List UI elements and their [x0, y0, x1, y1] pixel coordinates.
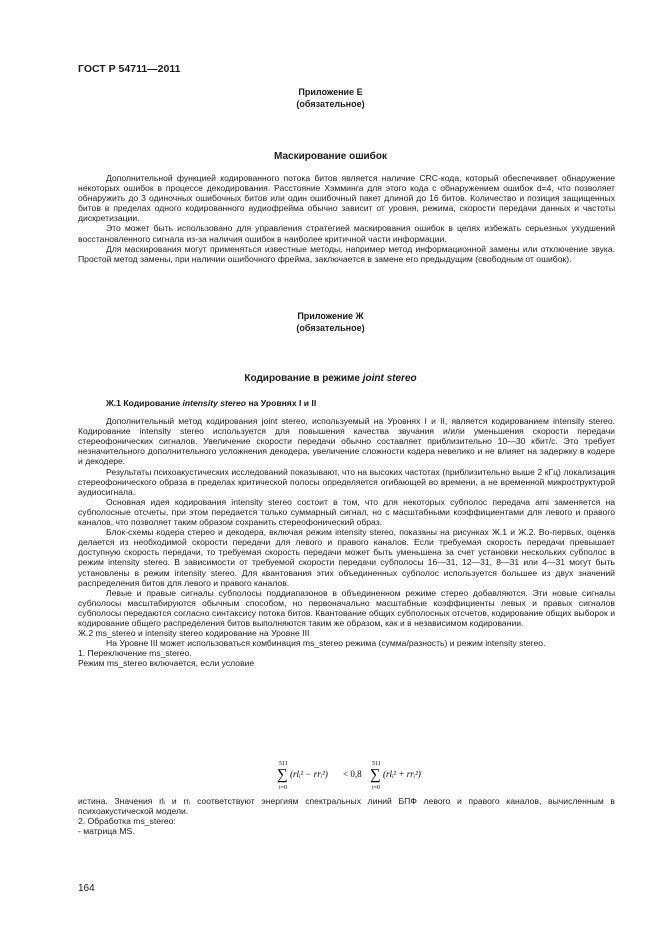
sub1-italic: intensity stereo [182, 398, 247, 408]
sub1-prefix: Ж.1 Кодирование [106, 398, 183, 408]
annex-zh-title: Приложение Ж [297, 311, 364, 321]
annex-e-title: Приложение Е [298, 87, 363, 97]
sub1-suffix: на Уровнях I и II [246, 398, 317, 408]
paragraph: Левые и правые сигналы субполосы поддиапазонов в объединенном режиме стерео добавляются. Эти новые сигналы субполосы масштабируются обычным способом, но первоначально масштабные коэффициенты левых и правых сигналов субполосы передаются согласно синтаксису потока битов. Квантование общих субполосных отсчетов, кодирование общих выборок и кодирование общего распределения битов выполняются таким же образом, как и в независимом кодировании. [78, 587, 615, 628]
sum-lower-limit: i=0 [372, 785, 381, 791]
paragraph: Результаты психоакустических исследований показывают, что на высоких частотах (приблизительно выше 2 кГц) локализация стереофонического образа в пределах критической полосы определяется огибающей во времени, а не временной микроструктурой аудиосигнала. [78, 466, 615, 497]
paragraph: Дополнительный метод кодирования joint stereo, используемый на Уровнях I и II, является кодированием intensity stereo. Кодирование intensity stereo используется для повышения качества звучания и/или уменьшения скорости передачи стереофонических сигналов. Увеличение скорости передачи обычно составляет приблизительно 10—30 кбит/с. Это требует незначительного дополнительного усложнения декодера, увеличение сложности кодера невелико и не влияет на задержку в кодере и декодере. [78, 416, 615, 467]
annex-e-status: (обязательное) [296, 99, 365, 109]
paragraph: истина. Значения rlᵢ и rrᵢ соответствуют энергиям спектральных линий БПФ левого и правого каналов, вычисленным в психоакустической модели. [78, 796, 615, 817]
sum-upper-limit: 511 [372, 761, 381, 767]
formula-lhs: (rlᵢ² − rrᵢ²) [290, 769, 328, 779]
ms-stereo-condition-formula [275, 758, 435, 791]
sum-symbol: ∑ [277, 767, 288, 783]
annex-e-heading: Маскирование ошибок [274, 151, 387, 162]
list-item-1-text: Режим ms_stereo включается, если условие [78, 658, 255, 669]
annex-zh-title-block [0, 310, 661, 334]
paragraph: Блок-схемы кодера стерео и декодера, включая режим intensity stereo, показаны на рисунках Ж.1 и Ж.2. Во-первых, оценка делается из необходимой скорости передачи для левого и правого каналов. Если требуемая скорость передачи превышает доступную скорость передачи, то требуемая скорость передачи может быть уменьшена за счет установки нескольких субполос в режим intensity stereo. В зависимости от требуемой скорости передачи субполосы 16—31, 12—31, 8—31 или 4—31 могут быть установлены в режим intensity stereo. Для квантования этих объединенных субполос используется большее из двух значений распределения битов для левого и правого каналов. [78, 527, 615, 588]
sum-symbol: ∑ [370, 767, 381, 783]
annex-zh-heading [0, 373, 661, 384]
heading-text: Кодирование в режиме [244, 373, 363, 384]
subsection-1-title [78, 398, 615, 408]
formula-operator: < 0,8 [343, 769, 362, 779]
formula-graphic [275, 758, 435, 790]
annex-zh-body-continued [78, 796, 615, 836]
heading-italic: joint stereo [362, 373, 417, 384]
page-number: 164 [78, 883, 95, 894]
list-item-2-sub: - матрица MS. [78, 826, 135, 837]
list-item-2: 2. Обработка ms_stereo: [78, 816, 176, 827]
standard-number: ГОСТ Р 54711—2011 [78, 63, 181, 75]
list-item-1: 1. Переключение ms_stereo. [78, 648, 192, 659]
paragraph: Это может быть использовано для управления стратегией маскирования ошибок в целях избежать серьезных ухудшений восстановленного сигнала из-за наличия ошибок в наиболее критичной части информации. [78, 223, 615, 244]
paragraph: На Уровне III может использоваться комбинация ms_stereo режима (сумма/разность) и режим intensity stereo. [106, 638, 546, 649]
annex-e-title-block [0, 86, 661, 110]
annex-zh-status: (обязательное) [296, 323, 365, 333]
paragraph: Для маскирования могут применяться известные методы, например метод информационной замены или отключение звука. Простой метод замены, при наличии ошибочного фрейма, заключается в замене его предыдущим (свободным от ошибок). [78, 243, 615, 264]
annex-zh-body [78, 398, 615, 668]
sum-upper-limit: 511 [279, 761, 288, 767]
sum-lower-limit: i=0 [279, 785, 288, 791]
formula-rhs: (rlᵢ² + rrᵢ²) [383, 769, 421, 779]
paragraph: Дополнительной функцией кодированного потока битов является наличие CRC-кода, который обеспечивает обнаружение некоторых ошибок в процессе декодирования. Расстояние Хэмминга для этого кода с обнаружением ошибок d=4, что позволяет обнаружить до 3 одиночных ошибочных битов или один ошибочный пакет длиной до 16 битов. Количество и позиция защищенных битов в пределах одного кодированного аудиофрейма обычно зависит от уровня, режима, скорости передачи данных и частоты дискретизации. [78, 173, 615, 224]
paragraph: Основная идея кодирования intensity stereo состоит в том, что для некоторых субполос передача ami заменяется на субполосные отсчеты, при этом передается только суммарный сигнал, но с масштабными коэффициентами для левого и правого каналов, что позволяет таким образом сохранить стереофонический образ. [78, 496, 615, 528]
subsection-2-title: Ж.2 ms_stereo и intensity stereo кодирование на Уровне III [78, 628, 310, 639]
annex-e-body [78, 173, 615, 264]
